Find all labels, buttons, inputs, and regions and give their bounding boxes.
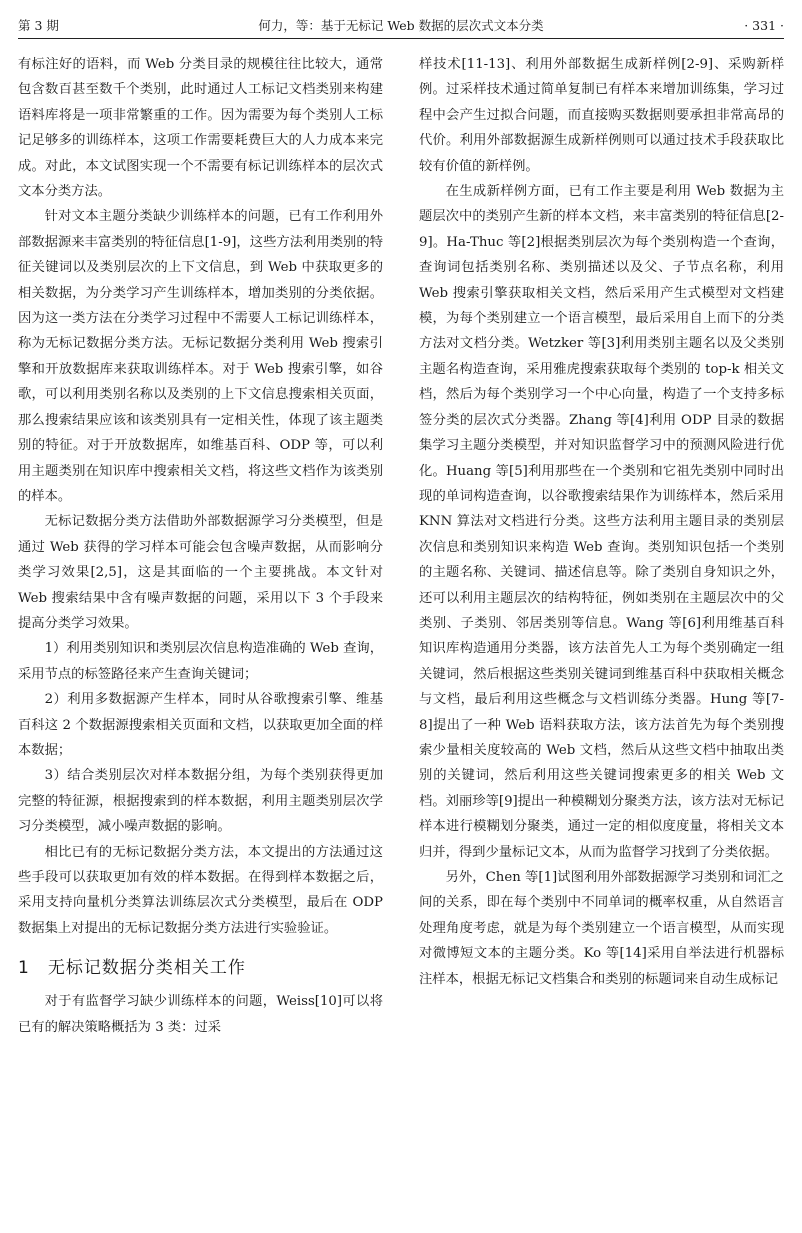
list-item: 1）利用类别知识和类别层次信息构造准确的 Web 查询，采用节点的标签路径来产生查询关键词；: [18, 641, 384, 682]
paragraph: 样技术[11-13]、利用外部数据生成新样例[2-9]、采购新样例。过采样技术通过简单复制已有样本来增加训练集，学习过程中会产生过拟合问题，而直接购买数据则要承担非常高昂的代价。利用外部数据源生成新样例则可以通过技术手段获取比较有价值的新样例。: [419, 57, 784, 174]
paragraph: 对于有监督学习缺少训练样本的问题，Weiss[10]可以将已有的解决策略概括为 3 类：过采: [18, 994, 383, 1035]
paragraph: 无标记数据分类方法借助外部数据源学习分类模型，但是通过 Web 获得的学习样本可能会包含噪声数据，从而影响分类学习效果[2,5]，这是其面临的一个主要挑战。本文针对 Web 搜索结果中含有噪声数据的问题，采用以下 3 个手段来提高分类学习效果。: [18, 514, 383, 631]
running-header: [18, 12, 784, 39]
paragraph: 有标注好的语料，而 Web 分类目录的规模往往比较大，通常包含数百甚至数千个类别，此时通过人工标记文档类别来构建语料库将是一项非常繁重的工作。因为需要为每个类别人工标记足够多的训练样本，这项工作需要耗费巨大的人力成本来完成。对此，本文试图实现一个不需要有标记训练样本的层次式文本分类方法。: [18, 57, 383, 200]
running-title: 何力，等：基于无标记 Web 数据的层次式文本分类: [258, 18, 544, 33]
list-item: 2）利用多数据源产生样本，同时从谷歌搜索引擎、维基百科这 2 个数据源搜索相关页面和文档，以获取更加全面的样本数据；: [18, 692, 383, 758]
page-number: · 331 ·: [744, 17, 784, 33]
paragraph: 针对文本主题分类缺少训练样本的问题，已有工作利用外部数据源来丰富类别的特征信息[1-9]，这些方法利用类别的特征关键词以及类别层次的上下文信息，到 Web 中获取更多的相关数据，为分类学习产生训练样本，增加类别的分类依据。因为这一类方法在分类学习过程中不需要人工标记训练样本，称为无标记数据分类方法。无标记数据分类利用 Web 搜索引擎和开放数据库来获取训练样本。对于 Web 搜索引擎，如谷歌，可以利用类别名称以及类别的上下文信息搜索相关页面，那么搜索结果应该和该类别具有一定相关性，体现了该主题类别的特征。对于开放数据库，如维基百科、ODP 等，可以利用主题类别在知识库中搜索相关文档，将这些文档作为该类别的样本。: [18, 209, 383, 504]
paragraph: 在生成新样例方面，已有工作主要是利用 Web 数据为主题层次中的类别产生新的样本文档，来丰富类别的特征信息[2-9]。Ha-Thuc 等[2]根据类别层次为每个类别构造一个查询，查询词包括类别名称、类别描述以及父、子节点名称，利用 Web 搜索引擎获取相关文档，然后采用产生式模型对文档建模，为每个类别建立一个语言模型，最后采用自上而下的分类方法对文档分类。Wetzker 等[3]利用类别主题名以及父类别主题名构造查询，采用雅虎搜索获取每个类别的 top-k 相关文档，然后为每个类别学习一个中心向量，构造了一个支持多标签分类的层次式分类器。Zhang 等[4]利用 ODP 目录的数据集学习主题分类模型，并对知识监督学习中的预测风险进行优化。Huang 等[5]利用那些在一个类别和它祖先类别中同时出现的单词构造查询，以谷歌搜索结果作为训练样本，然后采用 KNN 算法对文档进行分类。这些方法利用主题目录的类别层次信息和类别知识来构造 Web 查询。类别知识包括一个类别的主题名称、关键词、描述信息等。除了类别自身知识之外，还可以利用主题层次的结构特征，例如类别在主题层次中的父类别、子类别、邻居类别等信息。Wang 等[6]利用维基百科知识库构造通用分类器，该方法首先人工为每个类别确定一组关键词，然后根据这些类别关键词到维基百科中获取相关概念与文档，最后利用这些概念与文档训练分类器。Hung 等[7-8]提出了一种 Web 语料获取方法，该方法首先为每个类别搜索少量相关度较高的 Web 文档，然后从这些文档中抽取出类别的关键词，然后利用这些关键词搜索更多的相关 Web 文档。刘丽珍等[9]提出一种模糊划分聚类方法，该方法对无标记样本进行模糊划分聚类，通过一定的相似度度量，将相关文本归并，得到少量标记文本，从而为监督学习找到了分类依据。: [419, 184, 784, 860]
right-column: [419, 52, 784, 992]
list-item: 3）结合类别层次对样本数据分组，为每个类别获得更加完整的特征源，根据搜索到的样本数据，利用主题类别层次学习分类模型，减小噪声数据的影响。: [18, 768, 383, 835]
left-column: [18, 52, 383, 1040]
section-title: 无标记数据分类相关工作: [47, 958, 246, 979]
section-heading: [18, 955, 383, 981]
issue-number: 第 3 期: [18, 18, 59, 33]
paragraph: 另外，Chen 等[1]试图利用外部数据源学习类别和词汇之间的关系，即在每个类别中不同单词的概率权重，从自然语言处理角度考虑，就是为每个类别建立一个语言模型，从而实现对微博短文本的主题分类。Ko 等[14]采用自举法进行机器标注样本，根据无标记文档集合和类别的标题词来自动生成标记: [419, 870, 784, 987]
paragraph: 相比已有的无标记数据分类方法，本文提出的方法通过这些手段可以获取更加有效的样本数据。在得到样本数据之后，采用支持向量机分类算法训练层次式分类模型，最后在 ODP 数据集上对提出的无标记数据分类方法进行实验验证。: [18, 844, 383, 936]
section-number: 1: [18, 958, 30, 979]
